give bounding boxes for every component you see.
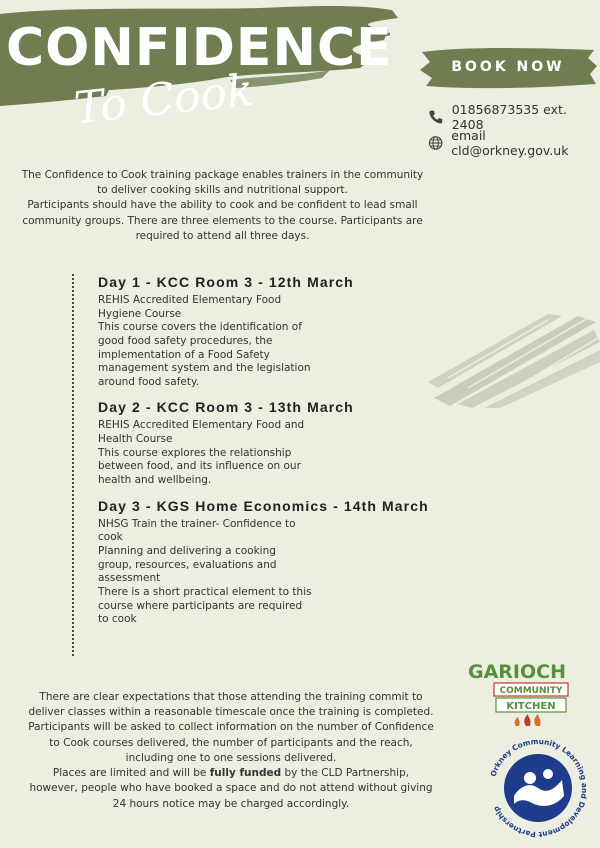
footer-text [28, 690, 434, 812]
page-title: CONFIDENCE [6, 18, 393, 78]
contact-email-row [428, 130, 600, 156]
decorative-brush-stripes [428, 308, 600, 408]
footer-paragraph-1: There are clear expectations that those attending the training commit to deliver classes within a reasonable timescale once the training is completed. [28, 691, 434, 719]
orkney-ring-text: Orkney Community Learning and Development Partnership [488, 736, 590, 840]
footer-p3-before: Places are limited and will be [52, 767, 210, 780]
day-1-course: REHIS Accredited Elementary Food Hygiene Course [98, 294, 282, 320]
garioch-community-kitchen-logo [466, 656, 578, 728]
day-2-description [98, 419, 313, 487]
phone-icon [428, 109, 444, 125]
garioch-line-1: COMMUNITY [499, 686, 563, 696]
footer-p3-bold: fully funded [209, 767, 282, 780]
contact-email-link[interactable]: email cld@orkney.gov.uk [451, 128, 569, 158]
intro-text [20, 168, 425, 244]
day-2 [98, 399, 498, 487]
footer-paragraph-2: Participants will be asked to collect information on the number of Confidence to Cook courses delivered, the number of participants and the reach, including one to one sessions delivered. [28, 721, 434, 764]
timeline-dotted-line [72, 274, 74, 656]
footer-paragraph-3 [28, 766, 434, 812]
day-3 [98, 498, 498, 627]
footer-p3-after: by the CLD Partnership, however, people who have booked a space and do not attend without giving 24 hours notice may be charged accordingly. [29, 767, 433, 810]
day-2-course: REHIS Accredited Elementary Food and Health Course [98, 419, 305, 446]
day-1-description [98, 294, 313, 389]
day-3-course: NHSG Train the trainer- Confidence to cook [98, 517, 296, 544]
intro-paragraph-2: Participants should have the ability to cook and be confident to lead small community groups. There are three elements to the course. Participants are required to attend all three days. [22, 199, 423, 242]
contact-block [428, 104, 600, 156]
orkney-cld-partnership-logo [484, 734, 592, 842]
garioch-line-2: KITCHEN [506, 701, 556, 712]
page-subtitle: To Cook [71, 64, 256, 135]
day-3-heading: Day 3 - KGS Home Economics - 14th March [98, 497, 429, 514]
day-3-description [98, 518, 313, 627]
day-2-detail: This course explores the relationship between food, and its influence on our health and wellbeing. [98, 446, 301, 487]
day-2-heading: Day 2 - KCC Room 3 - 13th March [98, 399, 354, 416]
contact-phone-row [428, 104, 600, 130]
globe-icon [428, 135, 443, 151]
garioch-name: GARIOCH [468, 661, 566, 683]
day-1-heading: Day 1 - KCC Room 3 - 12th March [98, 274, 354, 290]
intro-paragraph-1: The Confidence to Cook training package enables trainers in the community to deliver cooking skills and nutritional support. [21, 169, 424, 197]
contact-phone: 01856873535 ext. 2408 [451, 102, 567, 132]
day-1-detail: This course covers the identification of good food safety procedures, the implementation of a Food Safety management system and the legislation around food safety. [98, 321, 311, 388]
book-now-button[interactable]: BOOK NOW [451, 59, 565, 75]
day-3-detail: There is a short practical element to this course where participants are required to cook [98, 585, 312, 626]
day-3-planning: Planning and delivering a cooking group, resources, evaluations and assessment [98, 544, 277, 585]
book-now-wrapper [418, 44, 598, 90]
